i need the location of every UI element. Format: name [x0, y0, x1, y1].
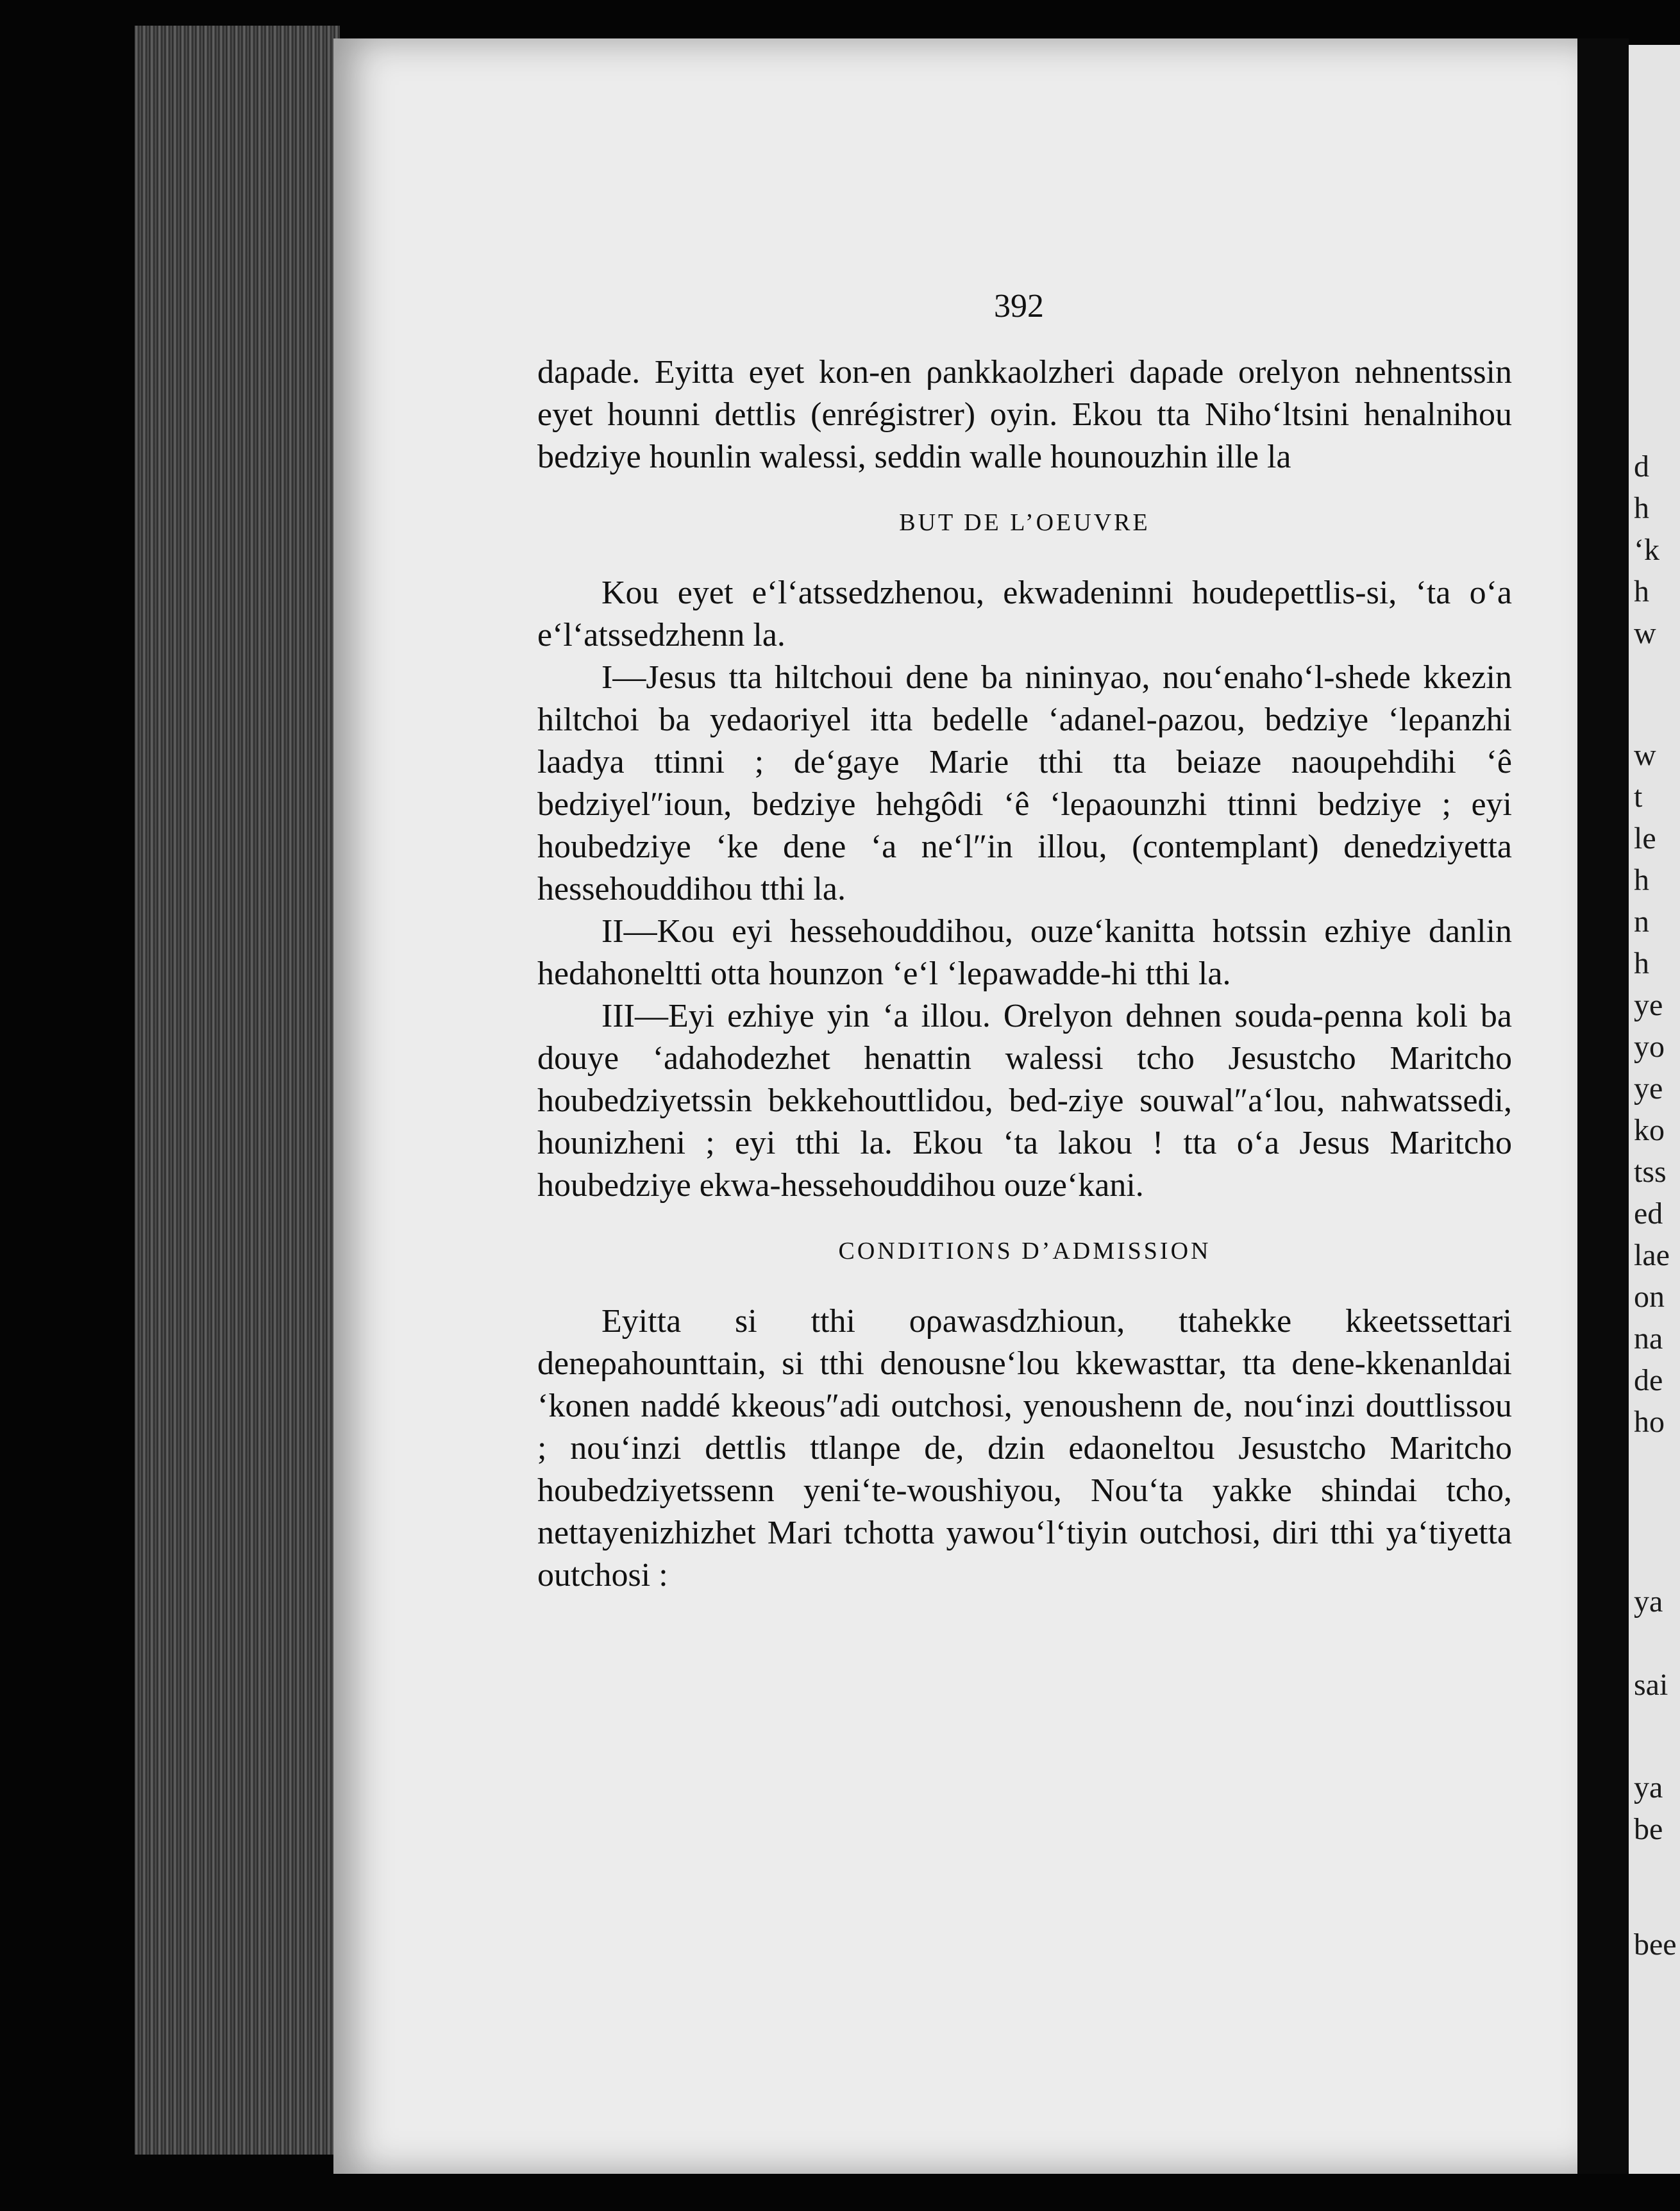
next-page-fragment: t [1634, 780, 1643, 814]
next-page-fragment: w [1634, 738, 1656, 772]
next-page-fragment: be [1634, 1812, 1663, 1846]
next-page-fragment: ya [1634, 1585, 1663, 1618]
next-page-fragment: h [1634, 491, 1649, 525]
next-page-fragment: ye [1634, 988, 1663, 1022]
next-page-fragment: ho [1634, 1405, 1665, 1439]
next-page-fragment: ye [1634, 1072, 1663, 1106]
section-heading-but-de-l-oeuvre: BUT DE L’OEUVRE [899, 509, 1150, 536]
paragraph-point-2: II—Kou eyi hessehouddihou, ouze‘kanitta hotssin ezhiye danlin hedahoneltti otta hounzon ‘e‘l ‘leρawadde-hi tthi la. [537, 913, 1512, 992]
paragraph-conditions: Eyitta si tthi oρawasdzhioun, ttahekke kkeetssettari deneρahounttain, si tthi denousne‘lou kkewasttar, tta dene-kkenanldai ‘konen naddé kkeous″adi outchosi, yenoushenn de, nou‘inzi douttlissou ; nou‘inzi dettlis ttlanρe de, dzin edaoneltou Jesustcho Maritcho houbedziyetssenn yeni‘te-woushiyou, Nou‘ta yakke shindai tcho, nettayenizhizhet Mari tchotta yawou‘l‘tiyin outchosi, diri tthi ya‘tiyetta outchosi : [537, 1303, 1512, 1593]
next-page-fragment: h [1634, 863, 1649, 897]
next-page-fragment: le [1634, 821, 1656, 855]
next-page-fragment: on [1634, 1280, 1665, 1314]
next-page-fragment: yo [1634, 1030, 1665, 1064]
next-page-fragment: ed [1634, 1197, 1663, 1231]
next-page-fragment: ‘k [1634, 533, 1659, 567]
next-page-fragment: bee [1634, 1928, 1677, 1962]
paragraph-point-1: I—Jesus tta hiltchoui dene ba nininyao, nou‘enaho‘l-shede kkezin hiltchoi ba yedaoriyel itta bedelle ‘adanel-ρazou, bedziye ‘leρanzhi laadya ttinni ; de‘gaye Marie tthi tta beiaze naouρehdihi ‘ê bedziyel″ioun, bedziye hehgôdi ‘ê ‘leρaounzhi ttinni bedziye ; eyi houbedziye ‘ke dene ‘a ne‘l″in illou, (contemplant) denedziyetta hessehouddihou tthi la. [537, 659, 1512, 907]
paragraph-point-3: III—Eyi ezhiye yin ‘a illou. Orelyon dehnen souda-ρenna koli ba douye ‘adahodezhet henattin walessi tcho Jesustcho Maritcho houbedziyetssin bekkehouttlidou, bed-ziye souwal″a‘lou, nahwatssedi, hounizheni ; eyi tthi la. Ekou ‘ta lakou ! tta o‘a Jesus Maritcho houbedziye ekwa-hessehouddihou ouze‘kani. [537, 998, 1512, 1204]
book-page-edges [135, 26, 340, 2155]
next-page-fragment: na [1634, 1322, 1663, 1356]
next-page-fragment: de [1634, 1363, 1663, 1397]
next-page-fragment: tss [1634, 1155, 1667, 1189]
next-page-fragment: h [1634, 946, 1649, 980]
next-page-fragment: d [1634, 450, 1649, 483]
page-number: 392 [994, 288, 1044, 324]
paragraph: Kou eyet e‘l‘atssedzhenou, ekwadeninni houdeρettlis-si, ‘ta o‘a e‘l‘atssedzhenn la. [537, 575, 1512, 653]
adjacent-page-fragment [1629, 45, 1680, 2174]
paragraph-intro: daρade. Eyitta eyet kon-en ρankkaolzheri daρade orelyon nehnentssin eyet hounni dettlis (enrégistrer) oyin. Ekou tta Niho‘ltsini henalnihou bedziye hounlin walessi, seddin walle hounouzhin ille la [537, 354, 1512, 475]
next-page-fragment: n [1634, 905, 1649, 939]
section-heading-conditions-d-admission: CONDITIONS D’ADMISSION [838, 1238, 1211, 1265]
next-page-fragment: h [1634, 575, 1649, 609]
next-page-fragment: lae [1634, 1238, 1670, 1272]
next-page-fragment: ko [1634, 1113, 1665, 1147]
next-page-fragment: w [1634, 616, 1656, 650]
next-page-fragment: sai [1634, 1668, 1668, 1702]
book-gutter [1577, 38, 1629, 2174]
next-page-fragment: ya [1634, 1770, 1663, 1804]
page-body [537, 351, 1512, 1597]
